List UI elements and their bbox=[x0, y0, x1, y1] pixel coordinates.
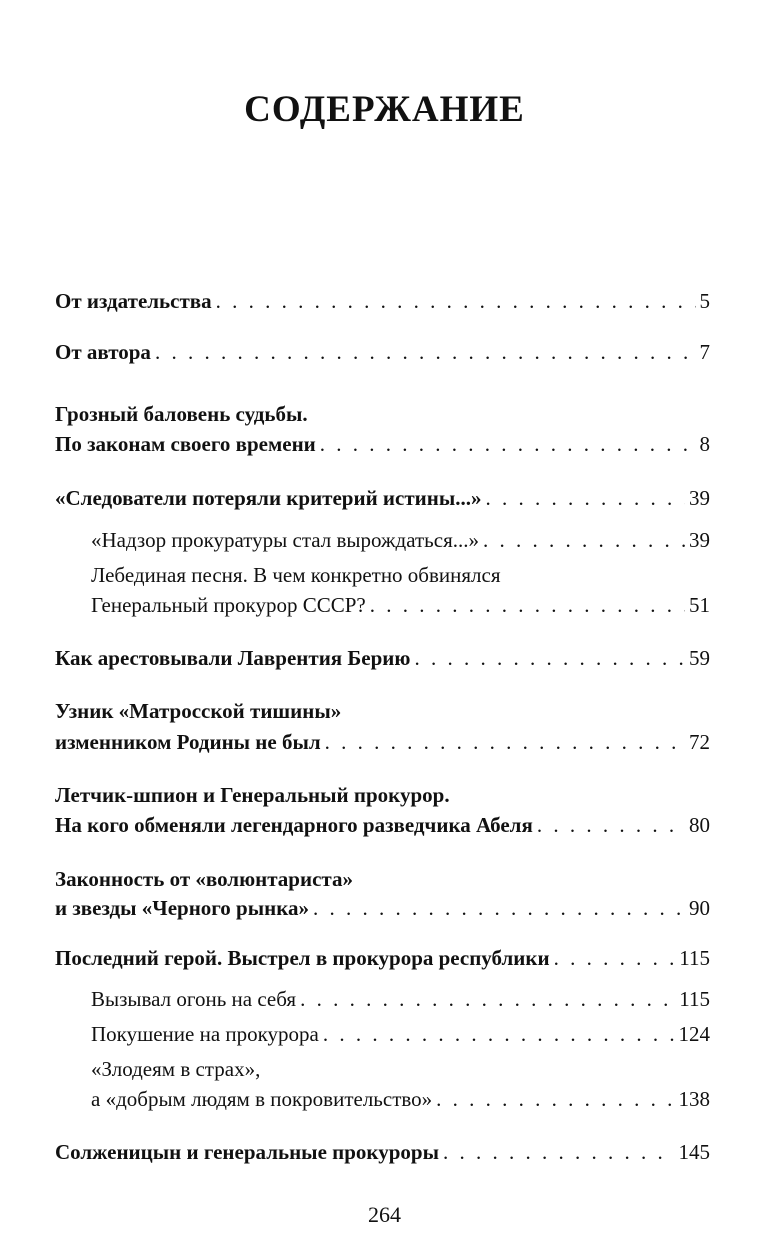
toc-page-number: 145 bbox=[678, 1140, 710, 1164]
toc-subentry bbox=[91, 1086, 710, 1112]
dot-leader bbox=[320, 431, 696, 457]
toc-entry-title: От издательства bbox=[55, 289, 212, 313]
toc-entry-title: На кого обменяли легендарного разведчика Абеля bbox=[55, 813, 533, 837]
toc-entry-title: Как арестовывали Лаврентия Берию bbox=[55, 646, 411, 670]
toc-entry-title-line1: Грозный баловень судьбы. bbox=[55, 402, 308, 426]
toc-entry bbox=[55, 812, 710, 838]
toc-entry-title: Генеральный прокурор СССР? bbox=[91, 593, 366, 617]
toc-entry bbox=[55, 288, 710, 314]
dot-leader bbox=[155, 339, 696, 365]
toc-page-number: 138 bbox=[678, 1087, 710, 1111]
toc-entry-title: Покушение на прокурора bbox=[91, 1022, 319, 1046]
toc-entry bbox=[55, 431, 710, 457]
toc-entry bbox=[55, 339, 710, 365]
dot-leader bbox=[414, 645, 685, 671]
toc-entry bbox=[55, 485, 710, 511]
toc-entry bbox=[55, 645, 710, 671]
toc-page-number: 39 bbox=[689, 486, 710, 510]
dot-leader bbox=[323, 1021, 675, 1047]
toc-page-number: 115 bbox=[679, 946, 710, 970]
toc-subentry bbox=[91, 527, 710, 553]
toc-entry-title: а «добрым людям в покровительство» bbox=[91, 1087, 433, 1111]
toc-entry-title-line1: Летчик-шпион и Генеральный прокурор. bbox=[55, 783, 450, 807]
toc-subentry bbox=[91, 986, 710, 1012]
toc-page-number: 80 bbox=[689, 813, 710, 837]
toc-entry bbox=[55, 729, 710, 755]
dot-leader bbox=[537, 812, 685, 838]
toc-entry-title-line1: Лебединая песня. В чем конкретно обвинялся bbox=[91, 563, 501, 587]
dot-leader bbox=[300, 986, 675, 1012]
dot-leader bbox=[554, 945, 676, 971]
page-number: 264 bbox=[368, 1202, 401, 1227]
dot-leader bbox=[443, 1139, 675, 1165]
toc-entry-title-line1: Узник «Матросской тишины» bbox=[55, 699, 342, 723]
toc-entry-title: «Надзор прокуратуры стал вырождаться...» bbox=[91, 528, 479, 552]
dot-leader bbox=[483, 527, 685, 553]
toc-page-number: 59 bbox=[689, 646, 710, 670]
toc-page-number: 8 bbox=[699, 432, 710, 456]
toc-entry-title: «Следователи потеряли критерий истины...» bbox=[55, 486, 482, 510]
dot-leader bbox=[486, 485, 685, 511]
toc-subentry bbox=[91, 1021, 710, 1047]
toc-entry-title: и звезды «Черного рынка» bbox=[55, 896, 310, 920]
toc-entry-title-line1: Законность от «волюнтариста» bbox=[55, 867, 353, 891]
toc-entry bbox=[55, 895, 710, 921]
toc-page-number: 39 bbox=[689, 528, 710, 552]
toc-entry-title: По законам своего времени bbox=[55, 432, 316, 456]
toc-page-number: 72 bbox=[689, 730, 710, 754]
toc-page-number: 7 bbox=[699, 340, 710, 364]
toc-entry-title: Вызывал огонь на себя bbox=[91, 987, 297, 1011]
toc-entry-title: Последний герой. Выстрел в прокурора республики bbox=[55, 946, 550, 970]
toc-page-number: 90 bbox=[689, 896, 710, 920]
toc-entry-title: Солженицын и генеральные прокуроры bbox=[55, 1140, 439, 1164]
toc-entry bbox=[55, 1139, 710, 1165]
toc-entry-title-line1: «Злодеям в страх», bbox=[91, 1057, 261, 1081]
dot-leader bbox=[313, 895, 685, 921]
toc-page-number: 5 bbox=[699, 289, 710, 313]
toc-subentry bbox=[91, 592, 710, 618]
toc-page-number: 51 bbox=[689, 593, 710, 617]
toc-page-number: 115 bbox=[679, 987, 710, 1011]
dot-leader bbox=[325, 729, 685, 755]
toc-entry bbox=[55, 945, 710, 971]
dot-leader bbox=[216, 288, 696, 314]
toc-entry-title: От автора bbox=[55, 340, 151, 364]
toc-entry-title: изменником Родины не был bbox=[55, 730, 321, 754]
dot-leader bbox=[370, 592, 685, 618]
toc-page-number: 124 bbox=[678, 1022, 710, 1046]
dot-leader bbox=[436, 1086, 674, 1112]
page-title: СОДЕРЖАНИЕ bbox=[244, 89, 525, 130]
